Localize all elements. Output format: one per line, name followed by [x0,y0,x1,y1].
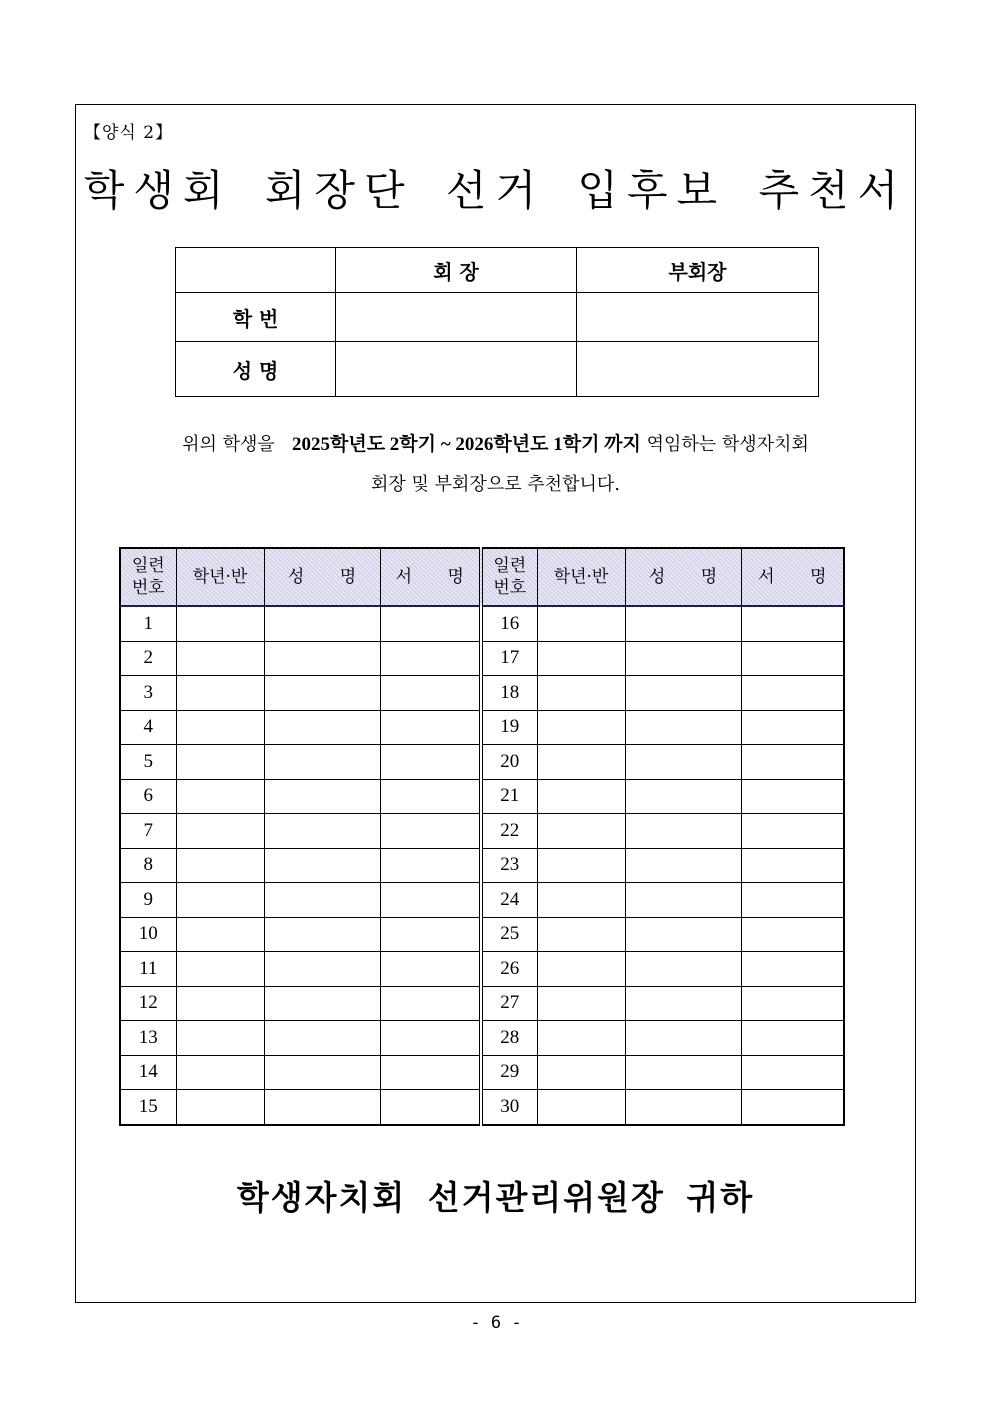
vice-president-name-field[interactable] [577,342,819,397]
header-serial-left-line1: 일련 [131,556,165,576]
signature-field[interactable] [741,814,844,849]
table-row [120,1055,844,1090]
serial-number-right: 16 [481,606,537,641]
signature-field[interactable] [741,779,844,814]
signature-field[interactable] [380,779,481,814]
candidate-table [175,247,819,397]
grade-class-field[interactable] [176,917,264,952]
table-row [120,952,844,987]
grade-class-field[interactable] [176,676,264,711]
signature-field[interactable] [380,641,481,676]
serial-number-left: 7 [120,814,176,849]
name-field[interactable] [264,710,380,745]
grade-class-field[interactable] [176,606,264,641]
signature-field[interactable] [741,710,844,745]
form-label: 【양식 2】 [84,123,174,143]
grade-class-field[interactable] [176,1021,264,1056]
signature-field[interactable] [741,986,844,1021]
serial-number-left: 15 [120,1090,176,1125]
name-field[interactable] [625,883,741,918]
table-row [120,883,844,918]
table-row [120,779,844,814]
serial-number-left: 3 [120,676,176,711]
signature-field[interactable] [380,745,481,780]
signature-field[interactable] [741,952,844,987]
name-field[interactable] [264,745,380,780]
header-signature-right: 서 명 [741,548,844,606]
closing-addressee: 학생자치회 선거관리위원장 귀하 [236,1178,755,1217]
grade-class-field[interactable] [176,779,264,814]
name-field[interactable] [264,779,380,814]
grade-class-field[interactable] [537,745,625,780]
grade-class-field[interactable] [176,1090,264,1125]
name-field[interactable] [264,986,380,1021]
signature-field[interactable] [380,986,481,1021]
serial-number-right: 26 [481,952,537,987]
row-label-student-id: 학 번 [176,293,336,342]
grade-class-field[interactable] [537,710,625,745]
serial-number-right: 28 [481,1021,537,1056]
grade-class-field[interactable] [176,952,264,987]
name-field[interactable] [625,1021,741,1056]
header-serial-right [481,548,537,606]
serial-number-right: 29 [481,1055,537,1090]
name-field[interactable] [625,917,741,952]
header-name-left: 성 명 [264,548,380,606]
table-row [120,1021,844,1056]
signature-field[interactable] [380,848,481,883]
page-number: - 6 - [470,1313,522,1333]
signature-field[interactable] [380,1055,481,1090]
signature-field[interactable] [380,676,481,711]
recommendation-suffix: 역임하는 학생자치회 [646,434,809,455]
name-field[interactable] [264,848,380,883]
grade-class-field[interactable] [176,1055,264,1090]
serial-number-right: 23 [481,848,537,883]
signature-field[interactable] [380,952,481,987]
signature-field[interactable] [741,641,844,676]
term-period: 2025학년도 2학기 ~ 2026학년도 1학기 까지 [292,434,641,455]
serial-number-right: 21 [481,779,537,814]
name-field[interactable] [264,676,380,711]
grade-class-field[interactable] [537,1021,625,1056]
header-name-right: 성 명 [625,548,741,606]
grade-class-field[interactable] [537,986,625,1021]
table-row [120,641,844,676]
serial-number-left: 9 [120,883,176,918]
signature-field[interactable] [380,1090,481,1125]
serial-number-left: 10 [120,917,176,952]
table-row [120,917,844,952]
name-field[interactable] [625,1090,741,1125]
serial-number-right: 19 [481,710,537,745]
grade-class-field[interactable] [537,952,625,987]
signature-table [119,547,845,1126]
table-row [120,676,844,711]
grade-class-field[interactable] [537,641,625,676]
grade-class-field[interactable] [537,606,625,641]
candidate-header-empty [176,248,336,293]
recommendation-line-1 [75,429,916,456]
signature-field[interactable] [380,1021,481,1056]
grade-class-field[interactable] [537,917,625,952]
grade-class-field[interactable] [537,676,625,711]
signature-field[interactable] [380,606,481,641]
recommendation-prefix: 위의 학생을 [182,434,275,455]
name-field[interactable] [264,814,380,849]
signature-field[interactable] [741,1090,844,1125]
name-field[interactable] [625,745,741,780]
serial-number-right: 22 [481,814,537,849]
grade-class-field[interactable] [176,883,264,918]
grade-class-field[interactable] [176,745,264,780]
signature-field[interactable] [741,745,844,780]
name-field[interactable] [264,1090,380,1125]
grade-class-field[interactable] [537,1090,625,1125]
header-serial-right-line1: 일련 [493,556,527,576]
serial-number-right: 30 [481,1090,537,1125]
signature-field[interactable] [380,710,481,745]
candidate-header-vice-president: 부회장 [577,248,819,293]
serial-number-right: 20 [481,745,537,780]
table-row [120,710,844,745]
header-serial-left [120,548,176,606]
signature-field[interactable] [741,1021,844,1056]
president-name-field[interactable] [336,342,577,397]
grade-class-field[interactable] [176,848,264,883]
row-label-name: 성 명 [176,342,336,397]
signature-field[interactable] [741,1055,844,1090]
serial-number-left: 14 [120,1055,176,1090]
serial-number-right: 25 [481,917,537,952]
grade-class-field[interactable] [537,814,625,849]
table-row [120,814,844,849]
name-field[interactable] [625,848,741,883]
grade-class-field[interactable] [176,814,264,849]
candidate-header-president: 회 장 [336,248,577,293]
name-field[interactable] [264,606,380,641]
table-row [120,848,844,883]
serial-number-left: 6 [120,779,176,814]
serial-number-right: 24 [481,883,537,918]
header-signature-left: 서 명 [380,548,481,606]
serial-number-left: 13 [120,1021,176,1056]
signature-field[interactable] [380,814,481,849]
signature-rows [120,606,844,1125]
name-field[interactable] [625,641,741,676]
grade-class-field[interactable] [176,710,264,745]
signature-field[interactable] [741,848,844,883]
grade-class-field[interactable] [537,848,625,883]
serial-number-left: 2 [120,641,176,676]
grade-class-field[interactable] [176,641,264,676]
grade-class-field[interactable] [537,883,625,918]
president-student-id-field[interactable] [336,293,577,342]
name-field[interactable] [625,606,741,641]
grade-class-field[interactable] [537,1055,625,1090]
signature-field[interactable] [741,917,844,952]
signature-field[interactable] [741,883,844,918]
name-field[interactable] [625,1055,741,1090]
serial-number-left: 5 [120,745,176,780]
table-row [120,986,844,1021]
table-row [120,1090,844,1125]
recommendation-line-2: 회장 및 부회장으로 추천합니다. [371,474,620,495]
serial-number-left: 1 [120,606,176,641]
serial-number-left: 12 [120,986,176,1021]
signature-field[interactable] [741,676,844,711]
name-field[interactable] [264,1021,380,1056]
header-serial-left-line2: 번호 [131,578,165,598]
table-row [120,745,844,780]
table-row [120,606,844,641]
name-field[interactable] [264,883,380,918]
header-grade-class-left: 학년·반 [176,548,264,606]
page-title: 학생회 회장단 선거 입후보 추천서 [83,166,908,215]
vice-president-student-id-field[interactable] [577,293,819,342]
name-field[interactable] [625,986,741,1021]
serial-number-right: 17 [481,641,537,676]
grade-class-field[interactable] [537,779,625,814]
signature-field[interactable] [741,606,844,641]
header-grade-class-right: 학년·반 [537,548,625,606]
name-field[interactable] [625,710,741,745]
serial-number-left: 4 [120,710,176,745]
serial-number-right: 18 [481,676,537,711]
header-serial-right-line2: 번호 [493,578,527,598]
name-field[interactable] [264,917,380,952]
name-field[interactable] [264,952,380,987]
name-field[interactable] [625,814,741,849]
signature-field[interactable] [380,883,481,918]
serial-number-left: 8 [120,848,176,883]
name-field[interactable] [625,676,741,711]
signature-field[interactable] [380,917,481,952]
grade-class-field[interactable] [176,986,264,1021]
name-field[interactable] [264,641,380,676]
name-field[interactable] [264,1055,380,1090]
serial-number-left: 11 [120,952,176,987]
serial-number-right: 27 [481,986,537,1021]
name-field[interactable] [625,779,741,814]
name-field[interactable] [625,952,741,987]
